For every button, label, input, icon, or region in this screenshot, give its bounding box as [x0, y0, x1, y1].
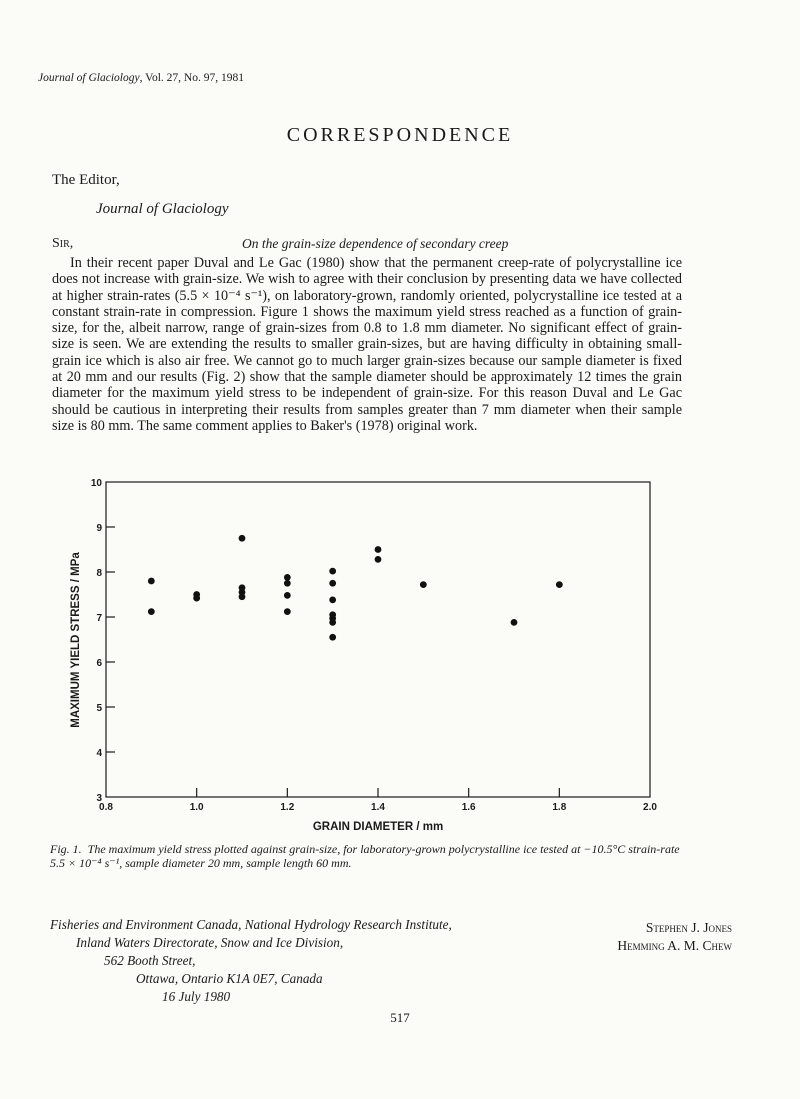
- plot-frame: [106, 482, 650, 797]
- salutation-sir: Sir,: [52, 236, 74, 251]
- authors: [538, 919, 732, 955]
- data-point: [148, 578, 155, 585]
- journal-header-details: , Vol. 27, No. 97, 1981: [139, 72, 244, 84]
- x-tick-label: 1.6: [461, 802, 476, 813]
- affiliation-line: Fisheries and Environment Canada, National Hydrology Research Institute,: [50, 917, 452, 932]
- page-title: CORRESPONDENCE: [286, 124, 514, 146]
- x-tick-label: 0.8: [99, 802, 113, 813]
- caption-text: The maximum yield stress plotted against grain-size, for laboratory-grown polycrystalline ice tested at −10.5°C strain-rate 5.5 × 10⁻⁴ s⁻¹, sample diameter 20 mm, sample length 60 mm.: [50, 842, 680, 870]
- salutation-journal: Journal of Glaciology: [96, 201, 229, 217]
- data-point: [284, 574, 291, 581]
- data-point: [148, 608, 155, 615]
- y-tick-label: 10: [90, 478, 102, 489]
- data-point: [329, 597, 336, 604]
- x-tick-label: 1.4: [371, 802, 385, 813]
- journal-header: [38, 72, 244, 84]
- data-point: [375, 546, 382, 553]
- x-tick-label: 2.0: [643, 802, 657, 813]
- affiliation: [50, 916, 452, 1006]
- affiliation-line: 16 July 1980: [162, 989, 231, 1004]
- y-tick-label: 8: [96, 568, 102, 579]
- author-name: Hemming A. M. Chew: [617, 938, 732, 953]
- author-name: Stephen J. Jones: [645, 920, 732, 935]
- data-point: [284, 608, 291, 615]
- letter-subject: On the grain-size dependence of secondary creep: [242, 236, 509, 251]
- data-point: [284, 592, 291, 599]
- affiliation-line: Ottawa, Ontario K1A 0E7, Canada: [136, 971, 323, 986]
- x-tick-label: 1.0: [189, 802, 204, 813]
- data-point: [193, 595, 200, 602]
- y-axis: [91, 478, 115, 804]
- y-tick-label: 3: [96, 793, 102, 804]
- x-tick-label: 1.8: [552, 802, 567, 813]
- data-point: [329, 568, 336, 575]
- data-point: [239, 535, 246, 542]
- y-tick-label: 7: [96, 613, 102, 624]
- letter-body: In their recent paper Duval and Le Gac (1980) show that the permanent creep-rate of polycrystalline ice does not increase with grain-size. We wish to agree with their conclusion by presenting data we have collected at higher strain-rates (5.5 × 10⁻⁴ s⁻¹), on laboratory-grown, randomly oriented, polycrystalline ice tested at a constant strain-rate in compression. Figure 1 shows the maximum yield stress reached as a function of grain-size, for the, albeit narrow, range of grain-sizes from 0.8 to 1.8 mm diameter. No significant effect of grain-size is seen. We are extending the results to smaller grain-sizes, but are having difficulty in obtaining small-grain ice which is also air free. We cannot go to much larger grain-sizes because our sample diameter is fixed at 20 mm and our results (Fig. 2) show that the sample diameter should be approximately 12 times the grain diameter for the maximum yield stress to be independent of grain-size. For this reason Duval and Le Gac should be cautious in interpreting their results from samples greater than 7 mm diameter when their sample size is 80 mm. The same comment applies to Baker's (1978) original work.: [52, 255, 682, 434]
- affiliation-line: 562 Booth Street,: [104, 953, 196, 968]
- y-axis-label: MAXIMUM YIELD STRESS / MPa: [70, 552, 82, 728]
- affiliation-line: Inland Waters Directorate, Snow and Ice Division,: [76, 935, 344, 950]
- salutation-editor: The Editor,: [52, 172, 120, 188]
- data-points: [148, 535, 563, 641]
- x-tick-label: 1.2: [280, 802, 295, 813]
- data-point: [511, 619, 518, 626]
- x-axis: [99, 788, 657, 813]
- page-number: 517: [390, 1010, 410, 1025]
- data-point: [375, 556, 382, 563]
- y-tick-label: 5: [96, 703, 102, 714]
- data-point: [329, 634, 336, 641]
- y-tick-label: 4: [96, 748, 102, 759]
- data-point: [329, 580, 336, 587]
- figure-caption: [50, 842, 690, 870]
- journal-header-name: Journal of Glaciology: [38, 72, 140, 84]
- caption-label: Fig. 1.: [50, 842, 82, 856]
- data-point: [556, 581, 563, 588]
- yield-stress-chart: [0, 470, 800, 840]
- data-point: [284, 580, 291, 587]
- y-tick-label: 6: [96, 658, 102, 669]
- data-point: [329, 619, 336, 626]
- data-point: [420, 581, 427, 588]
- y-tick-label: 9: [96, 523, 102, 534]
- x-axis-label: GRAIN DIAMETER / mm: [312, 821, 444, 833]
- data-point: [239, 593, 246, 600]
